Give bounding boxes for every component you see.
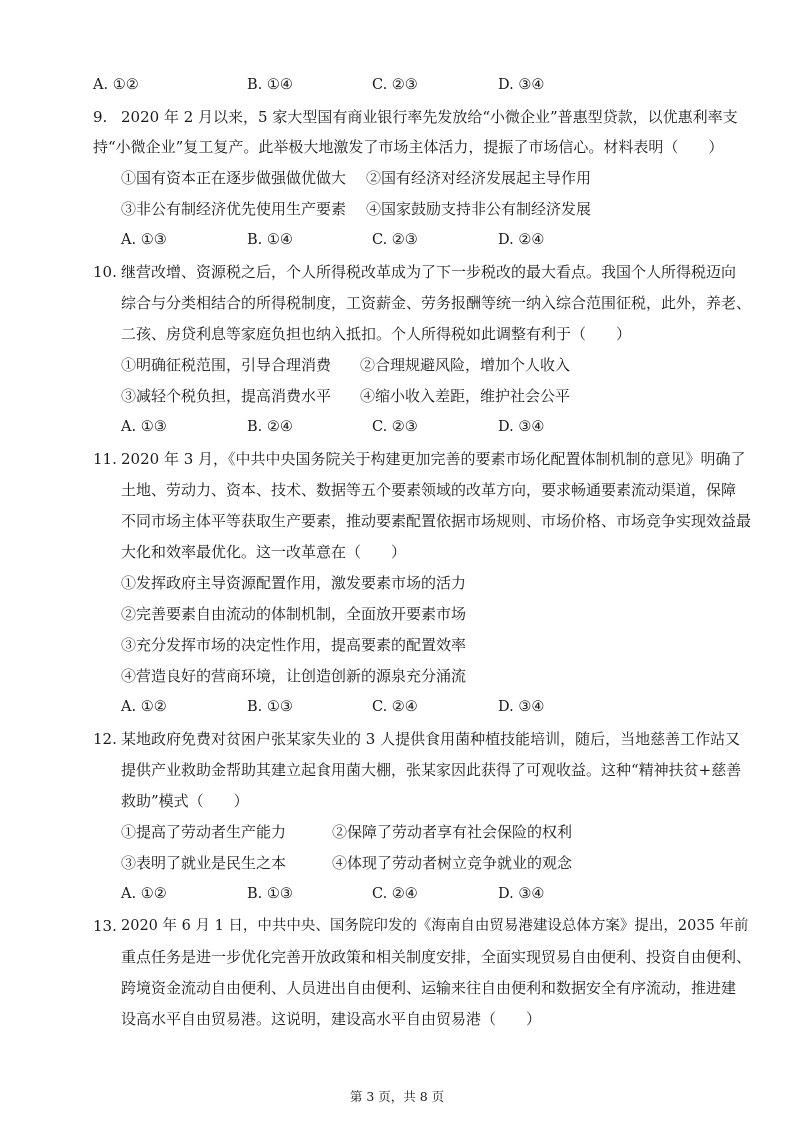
answer-choice: C. ②④ [372,886,418,902]
answer-choice: D. ③④ [498,419,545,435]
question-stem-line: 土地、劳动力、资本、技术、数据等五个要素领域的改革方向，要求畅通要素流动渠道，保障 [121,481,737,499]
answer-choice: D. ③④ [498,77,545,93]
statement-option: ④营造良好的营商环境，让创造创新的源泉充分涌流 [121,667,467,685]
answer-choice: D. ③④ [498,699,545,715]
question-stem-line: 某地政府免费对贫困户张某家失业的 3 人提供食用菌种植技能培训，随后，当地慈善工作站又 [121,730,741,748]
answer-choice: A. ①② [121,886,167,902]
answer-choice: C. ②④ [372,699,418,715]
question-number: 12. [93,730,117,748]
statement-option: ②保障了劳动者享有社会保险的权利 [332,823,573,841]
question-stem-line: 二孩、房贷利息等家庭负担也纳入抵扣。个人所得税如此调整有利于（ ） [121,325,632,343]
answer-choice: B. ①③ [247,699,293,715]
question-stem-line: 救助”模式（ ） [121,792,249,810]
statement-option: ④缩小收入差距，维护社会公平 [360,387,571,405]
statement-option: ③非公有制经济优先使用生产要素 [121,200,347,218]
page-footer: 第 3 页，共 8 页 [349,1089,445,1104]
statement-option: ④国家鼓励支持非公有制经济发展 [366,200,592,218]
question-stem-line: 提供产业救助金帮助其建立起食用菌大棚，张某家因此获得了可观收益。这种“精神扶贫+慈善 [121,761,742,779]
answer-choice: C. ②③ [372,419,418,435]
question-stem-line: 跨境资金流动自由便利、人员进出自由便利、运输来往自由便利和数据安全有序流动，推进建 [121,979,737,997]
question-stem-line: 2020 年 6 月 1 日，中共中央、国务院印发的《海南自由贸易港建设总体方案》提出，2035 年前 [121,918,749,934]
question-stem-line: 大化和效率最优化。这一改革意在（ ） [121,543,407,561]
answer-choice: D. ②④ [498,232,545,248]
statement-option: ①国有资本正在逐步做强做优做大 [121,169,347,187]
answer-choice: A. ①③ [121,232,167,248]
answer-choice: B. ①④ [247,77,293,93]
statement-option: ①提高了劳动者生产能力 [121,823,287,841]
answer-choice: A. ①③ [121,419,167,435]
question-stem-line: 不同市场主体平等获取生产要素，推动要素配置依据市场规则、市场价格、市场竞争实现效益最 [121,512,752,530]
statement-option: ③减轻个税负担，提高消费水平 [121,387,332,405]
statement-option: ③充分发挥市场的决定性作用，提高要素的配置效率 [121,636,467,654]
question-stem-line: 持“小微企业”复工复产。此举极大地激发了市场主体活力，提振了市场信心。材料表明（ ） [93,138,724,156]
question-number: 13. [93,917,117,935]
statement-option: ②完善要素自由流动的体制机制，全面放开要素市场 [121,605,467,623]
question-stem-line: 综合与分类相结合的所得税制度，工资薪金、劳务报酬等统一纳入综合范围征税，此外，养老、 [121,294,752,312]
question-number: 9. [93,108,108,126]
statement-option: ①明确征税范围，引导合理消费 [121,356,332,374]
answer-choice: B. ①③ [247,886,293,902]
answer-choice: B. ①④ [247,232,293,248]
answer-choice: A. ①② [93,77,139,93]
answer-choice: B. ②④ [247,419,293,435]
answer-choice: A. ①② [121,699,167,715]
question-stem-line: 继营改增、资源税之后，个人所得税改革成为了下一步税改的最大看点。我国个人所得税迈向 [121,263,737,281]
question-stem-line: 设高水平自由贸易港。这说明，建设高水平自由贸易港（ ） [121,1010,542,1028]
statement-option: ①发挥政府主导资源配置作用，激发要素市场的活力 [121,574,467,592]
statement-option: ③表明了就业是民生之本 [121,854,287,872]
answer-choice: D. ③④ [498,886,545,902]
statement-option: ②国有经济对经济发展起主导作用 [366,169,592,187]
answer-choice: C. ②③ [372,232,418,248]
question-number: 10. [93,263,117,281]
statement-option: ④体现了劳动者树立竞争就业的观念 [332,854,573,872]
question-stem-line: 重点任务是进一步优化完善开放政策和相关制度安排，全面实现贸易自由便利、投资自由便利、 [121,948,752,966]
answer-choice: C. ②③ [372,77,418,93]
statement-option: ②合理规避风险，增加个人收入 [360,356,571,374]
question-stem-line: 2020 年 2 月以来，5 家大型国有商业银行率先发放给“小微企业”普惠型贷款，以优惠利率支 [121,108,738,126]
question-stem-line: 2020 年 3 月，《中共中央国务院关于构建更加完善的要素市场化配置体制机制的意见》明确了 [121,450,746,468]
question-number: 11. [93,450,117,468]
